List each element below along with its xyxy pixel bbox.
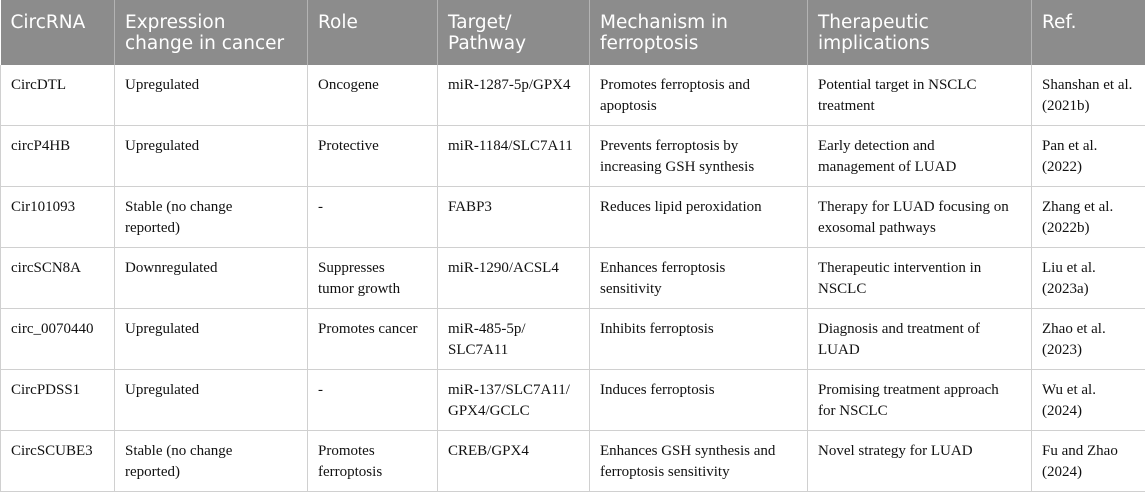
cell-therapeutic-implications [808, 431, 1032, 492]
cell-target-pathway [438, 370, 590, 431]
cell-therapeutic-implications [808, 248, 1032, 309]
cell-line: Upregulated [125, 138, 199, 154]
cell-expression-change [115, 126, 308, 187]
header-expression-change: Expression change in cancer [115, 0, 308, 65]
table-row [1, 248, 1145, 309]
cell-target-pathway [438, 248, 590, 309]
cell-ref [1032, 431, 1145, 492]
cell-line: Liu et al. [1042, 260, 1096, 276]
cell-line: Wu et al. [1042, 382, 1096, 398]
cell-line: (2024) [1042, 464, 1082, 480]
cell-mechanism [590, 187, 808, 248]
cell-mechanism [590, 309, 808, 370]
cell-line: GPX4/GCLC [448, 403, 530, 419]
cell-therapeutic-implications [808, 187, 1032, 248]
cell-therapeutic-implications [808, 309, 1032, 370]
header-target-pathway: Target/ Pathway [438, 0, 590, 65]
cell-line: Downregulated [125, 260, 217, 276]
header-role: Role [308, 0, 438, 65]
cell-line: Therapy for LUAD focusing on [818, 199, 1009, 215]
cell-line: exosomal pathways [818, 220, 936, 236]
cell-line: Upregulated [125, 321, 199, 337]
cell-line: Therapeutic intervention in [818, 260, 981, 276]
cell-line: Oncogene [318, 77, 379, 93]
table-body [1, 65, 1145, 492]
cell-line: (2023) [1042, 342, 1082, 358]
header-ref: Ref. [1032, 0, 1145, 65]
cell-role [308, 309, 438, 370]
cell-line: Zhang et al. [1042, 199, 1113, 215]
cell-line: miR-1290/ACSL4 [448, 260, 559, 276]
cell-expression-change [115, 248, 308, 309]
cell-role [308, 370, 438, 431]
header-mechanism: Mechanism in ferroptosis [590, 0, 808, 65]
cell-line: SLC7A11 [448, 342, 508, 358]
cell-therapeutic-implications [808, 65, 1032, 126]
cell-line: apoptosis [600, 98, 657, 114]
cell-line: Suppresses [318, 260, 385, 276]
cell-expression-change [115, 370, 308, 431]
cell-line: Cir101093 [11, 199, 75, 215]
cell-line: circ_0070440 [11, 321, 93, 337]
table-row [1, 309, 1145, 370]
cell-line: Prevents ferroptosis by [600, 138, 738, 154]
cell-line: - [318, 199, 323, 215]
cell-line: CircDTL [11, 77, 66, 93]
cell-line: Promotes cancer [318, 321, 418, 337]
cell-line: LUAD [818, 342, 860, 358]
cell-line: ferroptosis [318, 464, 382, 480]
cell-line: CircSCUBE3 [11, 443, 93, 459]
cell-line: miR-1184/SLC7A11 [448, 138, 573, 154]
cell-line: Induces ferroptosis [600, 382, 715, 398]
table-row [1, 126, 1145, 187]
cell-expression-change [115, 309, 308, 370]
cell-role [308, 431, 438, 492]
cell-line: NSCLC [818, 281, 866, 297]
cell-line: (2022b) [1042, 220, 1090, 236]
cell-line: Stable (no change [125, 199, 232, 215]
header-circrna: CircRNA [1, 0, 115, 65]
cell-circrna [1, 248, 115, 309]
cell-expression-change [115, 431, 308, 492]
cell-circrna [1, 65, 115, 126]
cell-line: FABP3 [448, 199, 492, 215]
cell-role [308, 65, 438, 126]
table-header [1, 0, 1145, 65]
cell-line: treatment [818, 98, 875, 114]
cell-therapeutic-implications [808, 126, 1032, 187]
cell-ref [1032, 187, 1145, 248]
cell-target-pathway [438, 126, 590, 187]
cell-circrna [1, 431, 115, 492]
table-row [1, 65, 1145, 126]
cell-role [308, 248, 438, 309]
cell-line: - [318, 382, 323, 398]
cell-line: Stable (no change [125, 443, 232, 459]
table-row [1, 187, 1145, 248]
cell-line: Pan et al. [1042, 138, 1097, 154]
cell-mechanism [590, 126, 808, 187]
cell-line: miR-137/SLC7A11/ [448, 382, 570, 398]
cell-mechanism [590, 65, 808, 126]
table-row [1, 370, 1145, 431]
cell-line: circSCN8A [11, 260, 81, 276]
cell-line: (2021b) [1042, 98, 1090, 114]
cell-line: reported) [125, 464, 180, 480]
cell-line: for NSCLC [818, 403, 888, 419]
cell-line: ferroptosis sensitivity [600, 464, 730, 480]
cell-line: reported) [125, 220, 180, 236]
cell-line: Potential target in NSCLC [818, 77, 976, 93]
cell-ref [1032, 65, 1145, 126]
cell-circrna [1, 126, 115, 187]
cell-line: Promotes ferroptosis and [600, 77, 750, 93]
cell-role [308, 187, 438, 248]
cell-line: Enhances ferroptosis [600, 260, 725, 276]
cell-line: Upregulated [125, 77, 199, 93]
cell-ref [1032, 370, 1145, 431]
cell-target-pathway [438, 431, 590, 492]
cell-line: miR-485-5p/ [448, 321, 526, 337]
cell-mechanism [590, 431, 808, 492]
header-row [1, 0, 1145, 65]
cell-circrna [1, 187, 115, 248]
cell-line: tumor growth [318, 281, 400, 297]
cell-line: Promotes [318, 443, 375, 459]
cell-line: sensitivity [600, 281, 662, 297]
cell-line: Shanshan et al. [1042, 77, 1132, 93]
cell-line: Diagnosis and treatment of [818, 321, 980, 337]
cell-line: Early detection and [818, 138, 935, 154]
cell-line: (2024) [1042, 403, 1082, 419]
cell-line: circP4HB [11, 138, 70, 154]
cell-line: Upregulated [125, 382, 199, 398]
cell-line: Inhibits ferroptosis [600, 321, 714, 337]
header-therapeutic-implications: Therapeutic implications [808, 0, 1032, 65]
cell-expression-change [115, 187, 308, 248]
cell-line: (2023a) [1042, 281, 1089, 297]
cell-line: Zhao et al. [1042, 321, 1106, 337]
cell-expression-change [115, 65, 308, 126]
cell-ref [1032, 248, 1145, 309]
cell-line: (2022) [1042, 159, 1082, 175]
cell-ref [1032, 126, 1145, 187]
cell-circrna [1, 309, 115, 370]
cell-line: Novel strategy for LUAD [818, 443, 973, 459]
cell-role [308, 126, 438, 187]
cell-line: CircPDSS1 [11, 382, 80, 398]
cell-mechanism [590, 370, 808, 431]
cell-target-pathway [438, 309, 590, 370]
cell-ref [1032, 309, 1145, 370]
cell-line: management of LUAD [818, 159, 956, 175]
cell-mechanism [590, 248, 808, 309]
cell-line: Enhances GSH synthesis and [600, 443, 775, 459]
cell-line: increasing GSH synthesis [600, 159, 754, 175]
cell-line: Protective [318, 138, 379, 154]
cell-line: CREB/GPX4 [448, 443, 529, 459]
cell-line: Fu and Zhao [1042, 443, 1118, 459]
table-row [1, 431, 1145, 492]
cell-therapeutic-implications [808, 370, 1032, 431]
cell-target-pathway [438, 65, 590, 126]
cell-target-pathway [438, 187, 590, 248]
cell-circrna [1, 370, 115, 431]
cell-line: Promising treatment approach [818, 382, 999, 398]
cell-line: miR-1287-5p/GPX4 [448, 77, 571, 93]
cell-line: Reduces lipid peroxidation [600, 199, 762, 215]
